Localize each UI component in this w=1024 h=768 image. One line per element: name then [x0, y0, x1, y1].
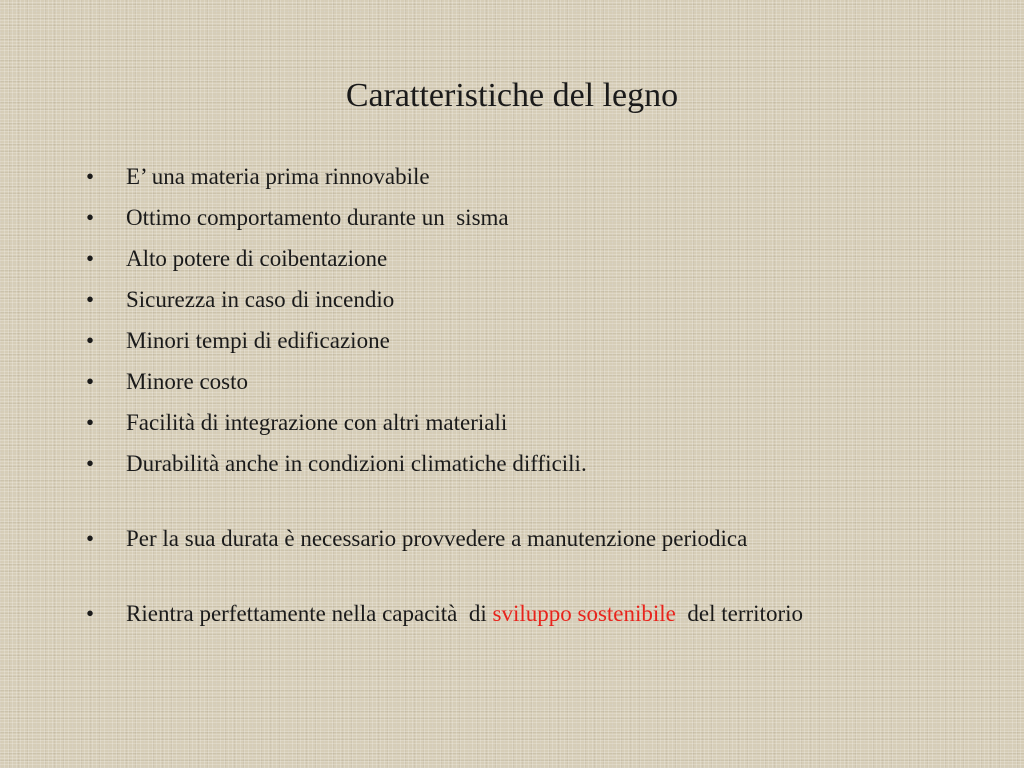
- bullet-item-10: [86, 597, 946, 630]
- sustainable-development-highlight: sviluppo sostenibile: [492, 601, 676, 626]
- bullet-list: [86, 160, 946, 638]
- bullet-text: Facilità di integrazione con altri materiali: [126, 410, 508, 435]
- bullet-item-1: [86, 160, 946, 193]
- bullet-item-2: [86, 201, 946, 234]
- bullet-text: E’ una materia prima rinnovabile: [126, 164, 430, 189]
- bullet-text: Sicurezza in caso di incendio: [126, 287, 395, 312]
- bullet-icon: •: [86, 328, 95, 353]
- bullet-item-6: [86, 365, 946, 398]
- bullet-text: Minori tempi di edificazione: [126, 328, 390, 353]
- bullet-icon: •: [86, 287, 95, 312]
- bullet-item-7: [86, 406, 946, 439]
- bullet-icon: •: [86, 369, 95, 394]
- bullet-item-4: [86, 283, 946, 316]
- bullet-item-5: [86, 324, 946, 357]
- bullet-text: Durabilità anche in condizioni climatiche difficili.: [126, 451, 587, 476]
- bullet-icon: •: [86, 246, 95, 271]
- bullet-text: [126, 601, 803, 626]
- bullet-icon: •: [86, 451, 95, 476]
- bullet-icon: •: [86, 601, 95, 626]
- bullet-text-before: Rientra perfettamente nella capacità di: [126, 601, 493, 626]
- bullet-text-after: del territorio: [675, 601, 804, 626]
- bullet-text: Per la sua durata è necessario provvedere a manutenzione periodica: [126, 526, 748, 551]
- bullet-item-8: [86, 447, 946, 480]
- bullet-icon: •: [86, 205, 95, 230]
- bullet-item-3: [86, 242, 946, 275]
- bullet-text: Minore costo: [126, 369, 249, 394]
- bullet-icon: •: [86, 526, 95, 551]
- bullet-icon: •: [86, 164, 95, 189]
- bullet-text: Alto potere di coibentazione: [126, 246, 388, 271]
- bullet-text: Ottimo comportamento durante un sisma: [126, 205, 509, 230]
- slide-title: Caratteristiche del legno: [345, 77, 679, 114]
- bullet-item-9: [86, 522, 946, 555]
- bullet-icon: •: [86, 410, 95, 435]
